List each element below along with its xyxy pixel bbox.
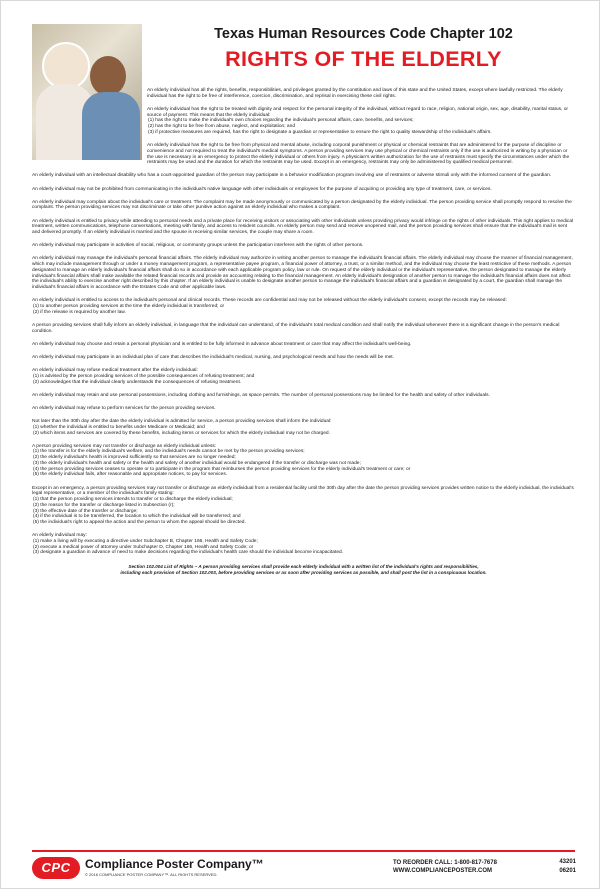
paragraph: An elderly individual may complain about the individual's care or treatment. The complaint may be made anonymously or communicated by a person designated by the elderly individual. The person providing service shall promptly respond to resolve the complaint. The person providing services may not discriminate or take other punitive action against an elderly individual who makes a complaint. bbox=[32, 199, 572, 211]
list-item: (1) is advised by the person providing services of the possible consequences of refusing treatment; and bbox=[33, 373, 255, 379]
list-item: (2) if the release is required by another law. bbox=[33, 309, 126, 315]
list-item: (3) if protective measures are required, has the right to designate a guardian or representative to ensure the right to quality stewardship of the individual's affairs. bbox=[148, 129, 492, 135]
note-line: including each provision of Section 102.003, before providing services or as soon after providing services as possible, and shall post the list in a conspicuous location. bbox=[120, 569, 487, 575]
list-item: (4) if the individual is to be transferred, the location to which the individual will be transferred; and bbox=[33, 514, 241, 520]
poster-subtitle: Texas Human Resources Code Chapter 102 bbox=[214, 26, 513, 42]
list-item: (1) the transfer is for the elderly individual's welfare, and the individual's needs cannot be met by the person providing services; bbox=[33, 449, 305, 455]
list-item: (2) which items and services are covered by these benefits, including items or services for which the elderly individual may not be charged. bbox=[33, 430, 330, 436]
note-line: Section 102.004 List of Rights – A person providing services shall provide each elderly individual with a written list of the individual's rights and responsibilities, bbox=[128, 563, 479, 569]
paragraph: An elderly individual may not be prohibited from communicating in the individual's native language with other individuals or employees for the purpose of acquiring or providing any type of treatment, care, or services. bbox=[32, 186, 492, 192]
list-item: (1) whether the individual is entitled to benefits under Medicare or Medicaid; and bbox=[33, 424, 205, 430]
paragraph: Not later than the 30th day after the date the elderly individual is admitted for service, a person providing services shall inform the individual: bbox=[32, 419, 332, 424]
list-item: (2) the elderly individual's health is improved sufficiently so that services are no longer needed; bbox=[33, 455, 236, 461]
paragraph: An elderly individual is entitled to access to the individual's personal and clinical records. These records are confidential and may not be released without the elderly individual's consent, except the records may be released: bbox=[32, 298, 507, 304]
poster-date-code: 06201 bbox=[559, 868, 576, 874]
paragraph: An elderly individual is entitled to privacy while attending to personal needs and a private place for receiving visitors or associating with other individuals unless providing privacy would infringe on the rights of other individuals. This right applies to medical treatment, written communications, telephone conversations, meeting with family, and access to resident councils. An elderly person may send and receive unopened mail, and the person providing services shall ensure that the individual's mail is sent and delivered promptly. If an elderly individual is married and the spouse is receiving similar services, the couple may share a room. bbox=[32, 218, 574, 236]
list-item: (2) acknowledges that the individual clearly understands the consequences of refusing treatment. bbox=[33, 379, 242, 385]
list-item: (1) make a living will by executing a directive under Subchapter B, Chapter 166, Health and Safety Code; bbox=[33, 538, 258, 544]
paragraph: An elderly individual may refuse medical treatment after the elderly individual: bbox=[32, 368, 198, 374]
list-item: (3) the elderly individual's health and safety or the health and safety of another individual would be endangered if the transfer or discharge was not made; bbox=[33, 460, 361, 466]
copyright-text: © 2016 COMPLIANCE POSTER COMPANY™. ALL RIGHTS RESERVED. bbox=[85, 872, 218, 877]
company-name: Compliance Poster Company™ bbox=[85, 857, 264, 871]
paragraph: An elderly individual may: bbox=[32, 533, 87, 539]
poster-code: 43201 bbox=[559, 859, 576, 865]
paragraph: An elderly individual has all the rights, benefits, responsibilities, and privileges granted by the constitution and laws of this state and the United States, except where lawfully restricted. The elderly individual has the right to be free of interference, coercion, discrimination, and reprisal in exercising these civil rights. bbox=[147, 88, 563, 99]
paragraph: An elderly individual may participate in activities of social, religious, or community groups unless the participation interferes with the rights of other persons. bbox=[32, 243, 364, 249]
paragraph: An elderly individual has the right to be treated with dignity and respect for the personal integrity of the individual, without regard to race, religion, national origin, sex, age, disability, marital status, or source of payment. This means that the elderly individual: bbox=[147, 106, 569, 118]
paragraph: A person providing services shall fully inform an elderly individual, in language that the individual can understand, of the individual's total medical condition and shall notify the individual whenever there is a significant change in the person's medical condition. bbox=[32, 322, 560, 334]
list-item: (5) the elderly individual fails, after reasonable and appropriate notices, to pay for services. bbox=[33, 472, 228, 478]
paragraph: An elderly individual may choose and retain a personal physician and is entitled to be fully informed in advance about treatment or care that may affect the individual's well-being. bbox=[32, 341, 412, 347]
elderly-woman-figure bbox=[42, 42, 90, 90]
poster-title: RIGHTS OF THE ELDERLY bbox=[225, 47, 502, 71]
paragraph: An elderly individual with an intellectual disability who has a court-appointed guardian of the person may participate in a behavior modification program involving use of restraints or adverse stimuli only with the informed consent of the guardian. bbox=[32, 173, 552, 179]
list-of-rights-note bbox=[32, 564, 575, 576]
paragraph: A person providing services may not transfer or discharge an elderly individual unless: bbox=[32, 443, 217, 449]
list-item: (3) the effective date of the transfer or discharge; bbox=[33, 508, 138, 514]
list-item: (4) the person providing services ceases to operate or to participate in the program that reimburses the person providing services for the elderly individual's treatment or care; or bbox=[33, 466, 411, 472]
cpc-logo: CPC bbox=[32, 857, 80, 879]
website-link[interactable]: WWW.COMPLIANCEPOSTER.COM bbox=[393, 868, 492, 874]
list-item: (1) to another person providing services at the time the elderly individual is transferred; or bbox=[33, 304, 225, 310]
poster-header bbox=[151, 25, 576, 73]
list-item: (2) the reason for the transfer or discharge listed in Subsection (r); bbox=[33, 502, 175, 508]
paragraph: An elderly individual may participate in an individual plan of care that describes the individual's medical, nursing, and psychological needs and how the needs will be met. bbox=[32, 354, 394, 360]
list-item: (2) execute a medical power of attorney under Subchapter D, Chapter 166, Health and Safety Code; or bbox=[33, 544, 254, 550]
list-item: (5) the individual's right to appeal the action and the person to whom the appeal should be directed. bbox=[33, 520, 246, 526]
list-item: (3) designate a guardian in advance of need to make decisions regarding the individual's health care should the individual become incapacitated. bbox=[33, 550, 344, 556]
list-item: (1) that the person providing services intends to transfer or to discharge the elderly individual; bbox=[33, 497, 233, 503]
paragraph: An elderly individual may refuse to perform services for the person providing services. bbox=[32, 405, 216, 411]
list-item: (1) has the right to make the individual's own choices regarding the individual's personal affairs, care, benefits, and services; bbox=[148, 118, 414, 124]
paragraph: Except in an emergency, a person providing services may not transfer or discharge an elderly individual from a residential facility until the 30th day after the date the person providing services provides written notice to the elderly individual, the individual's legal representative, or a member of the individual's family stating: bbox=[32, 485, 574, 497]
reorder-phone: TO REORDER CALL: 1-800-817-7678 bbox=[393, 860, 497, 866]
paragraph: An elderly individual may retain and use personal possessions, including clothing and furnishings, as space permits. The number of personal possessions may be limited for the health and safety of other individuals. bbox=[32, 392, 490, 398]
rights-text bbox=[32, 88, 575, 576]
list-item: (2) has the right to be free from abuse, neglect, and exploitation; and bbox=[148, 124, 296, 130]
paragraph: An elderly individual may manage the individual's personal financial affairs. The elderly individual may authorize in writing another person to manage the individual's financial affairs. The elderly individual may choose the manner of financial management, which may include management through or under a money management program, a representative payee program, a financial power of attorney, a trust, or a similar method, and the individual may choose the least restrictive of these methods. A person designated to manage an elderly individual's financial affairs shall do so in accordance with each applicable program policy, law or rule. On request of the elderly individual or the individual's representative, the person designated to manage the elderly individual's financial affairs shall make available the related financial records and provide an accounting relating to the financial management. An elderly individual's designation of another person to manage the individual's financial affairs does not affect the individual's ability to exercise another right described by this chapter. If an elderly individual is unable to designate another person to manage the individual's financial affairs and a guardian is designated by a court, the guardian shall manage the individual's financial affairs in accordance with the Estates Code and other applicable laws. bbox=[32, 256, 573, 291]
paragraph: An elderly individual has the right to be free from physical and mental abuse, including corporal punishment or physical or chemical restraints that are administered for the purpose of discipline or convenience and not required to treat the individual's medical symptoms. A person providing services may use physical or chemical restraints only if the use is authorized in writing by a physician or the use is necessary in an emergency to protect the elderly individual or others from injury. A physician's written authorization for the use of restraints must specify the circumstances under which the restraints may be used and the duration for which the restraints may be used. Except in an emergency, restraints may only be administered by qualified medical personnel. bbox=[147, 143, 570, 166]
footer-divider bbox=[32, 850, 575, 852]
